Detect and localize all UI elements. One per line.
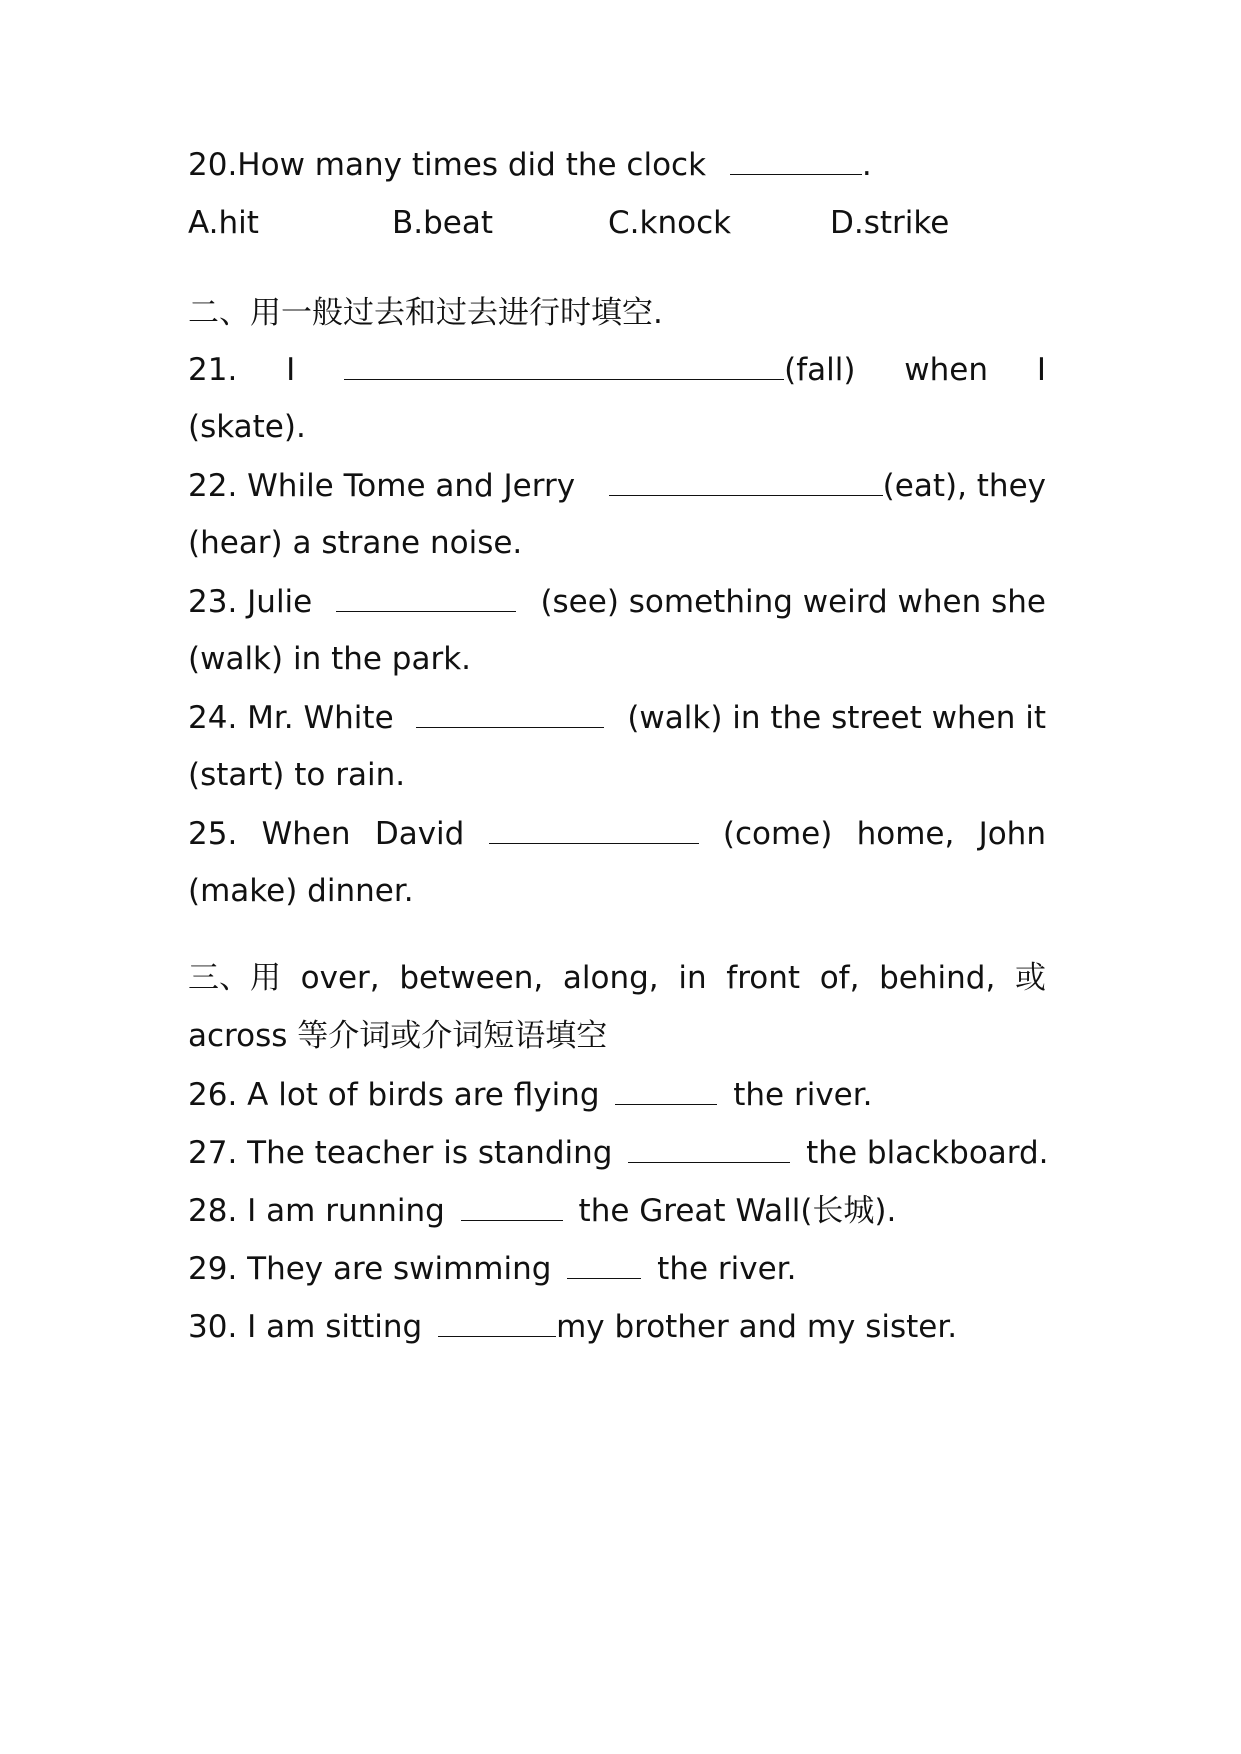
question-20-end: . bbox=[861, 147, 872, 183]
answer-blank[interactable] bbox=[489, 811, 699, 844]
answer-blank[interactable] bbox=[615, 1072, 717, 1105]
question-text: my brother and my sister. bbox=[556, 1309, 958, 1345]
answer-blank[interactable] bbox=[438, 1304, 556, 1337]
option-b[interactable]: B.beat bbox=[392, 205, 494, 241]
question-number: 21. bbox=[188, 352, 238, 388]
section-2-title: 二、用一般过去和过去进行时填空. bbox=[188, 295, 663, 331]
question-text: (walk) in the street when it bbox=[627, 700, 1046, 736]
verb-hint: (eat), they bbox=[882, 468, 1046, 504]
question-word: home, bbox=[856, 816, 955, 852]
title-word: over, bbox=[300, 960, 380, 996]
answer-blank[interactable] bbox=[461, 1188, 563, 1221]
question-word: John bbox=[978, 816, 1046, 852]
question-text: 24. Mr. White bbox=[188, 700, 394, 736]
question-24-line2: (start) to rain. bbox=[188, 757, 406, 793]
title-word: between, bbox=[399, 960, 544, 996]
question-22 bbox=[188, 463, 1046, 508]
question-25 bbox=[188, 811, 1046, 856]
question-22-line2: (hear) a strane noise. bbox=[188, 525, 523, 561]
section-3-title-line2: across 等介词或介词短语填空 bbox=[188, 1018, 608, 1054]
question-word: When bbox=[261, 816, 351, 852]
option-d[interactable]: D.strike bbox=[830, 205, 950, 241]
question-text: 22. While Tome and Jerry bbox=[188, 468, 576, 504]
question-text: 23. Julie bbox=[188, 584, 313, 620]
answer-blank[interactable] bbox=[567, 1246, 641, 1279]
question-21-line2: (skate). bbox=[188, 409, 306, 445]
answer-blank[interactable] bbox=[344, 347, 784, 380]
question-text: 30. I am sitting bbox=[188, 1309, 423, 1345]
question-text: the river. bbox=[657, 1251, 797, 1287]
option-c[interactable]: C.knock bbox=[608, 205, 732, 241]
question-30 bbox=[188, 1304, 1046, 1349]
question-27 bbox=[188, 1130, 1049, 1175]
question-text: (see) something weird when she bbox=[540, 584, 1046, 620]
question-29 bbox=[188, 1246, 1046, 1291]
question-text: the Great Wall(长城). bbox=[578, 1193, 897, 1229]
question-24 bbox=[188, 695, 1046, 740]
answer-blank[interactable] bbox=[336, 579, 516, 612]
title-word: front bbox=[726, 960, 801, 996]
question-text: 29. They are swimming bbox=[188, 1251, 552, 1287]
question-23-line2: (walk) in the park. bbox=[188, 641, 472, 677]
question-text: the blackboard. bbox=[806, 1135, 1049, 1171]
title-word: along, bbox=[562, 960, 659, 996]
title-word: 或 bbox=[1014, 960, 1046, 996]
title-word: 三、用 bbox=[188, 960, 281, 996]
question-number: 25. bbox=[188, 816, 238, 852]
answer-blank[interactable] bbox=[609, 463, 883, 496]
question-26 bbox=[188, 1072, 1046, 1117]
title-word: in bbox=[678, 960, 707, 996]
title-word: behind, bbox=[879, 960, 996, 996]
question-25-line2: (make) dinner. bbox=[188, 873, 414, 909]
answer-blank[interactable] bbox=[416, 695, 604, 728]
question-23 bbox=[188, 579, 1046, 624]
question-word: I bbox=[286, 352, 296, 388]
question-28 bbox=[188, 1188, 1046, 1233]
question-word: when bbox=[904, 352, 989, 388]
option-a[interactable]: A.hit bbox=[188, 205, 259, 241]
question-text: 28. I am running bbox=[188, 1193, 445, 1229]
section-3-title bbox=[188, 956, 1046, 1000]
verb-hint: (come) bbox=[722, 816, 833, 852]
question-20 bbox=[188, 142, 1046, 187]
question-text: 27. The teacher is standing bbox=[188, 1135, 613, 1171]
question-text: 26. A lot of birds are flying bbox=[188, 1077, 600, 1113]
question-21 bbox=[188, 347, 1046, 392]
answer-blank[interactable] bbox=[628, 1130, 790, 1163]
question-word: David bbox=[374, 816, 465, 852]
question-20-stem: 20.How many times did the clock bbox=[188, 147, 707, 183]
title-word: of, bbox=[819, 960, 860, 996]
answer-blank[interactable] bbox=[730, 142, 862, 175]
question-word: I bbox=[1036, 352, 1046, 388]
question-text: the river. bbox=[733, 1077, 873, 1113]
verb-hint: (fall) bbox=[784, 352, 856, 388]
